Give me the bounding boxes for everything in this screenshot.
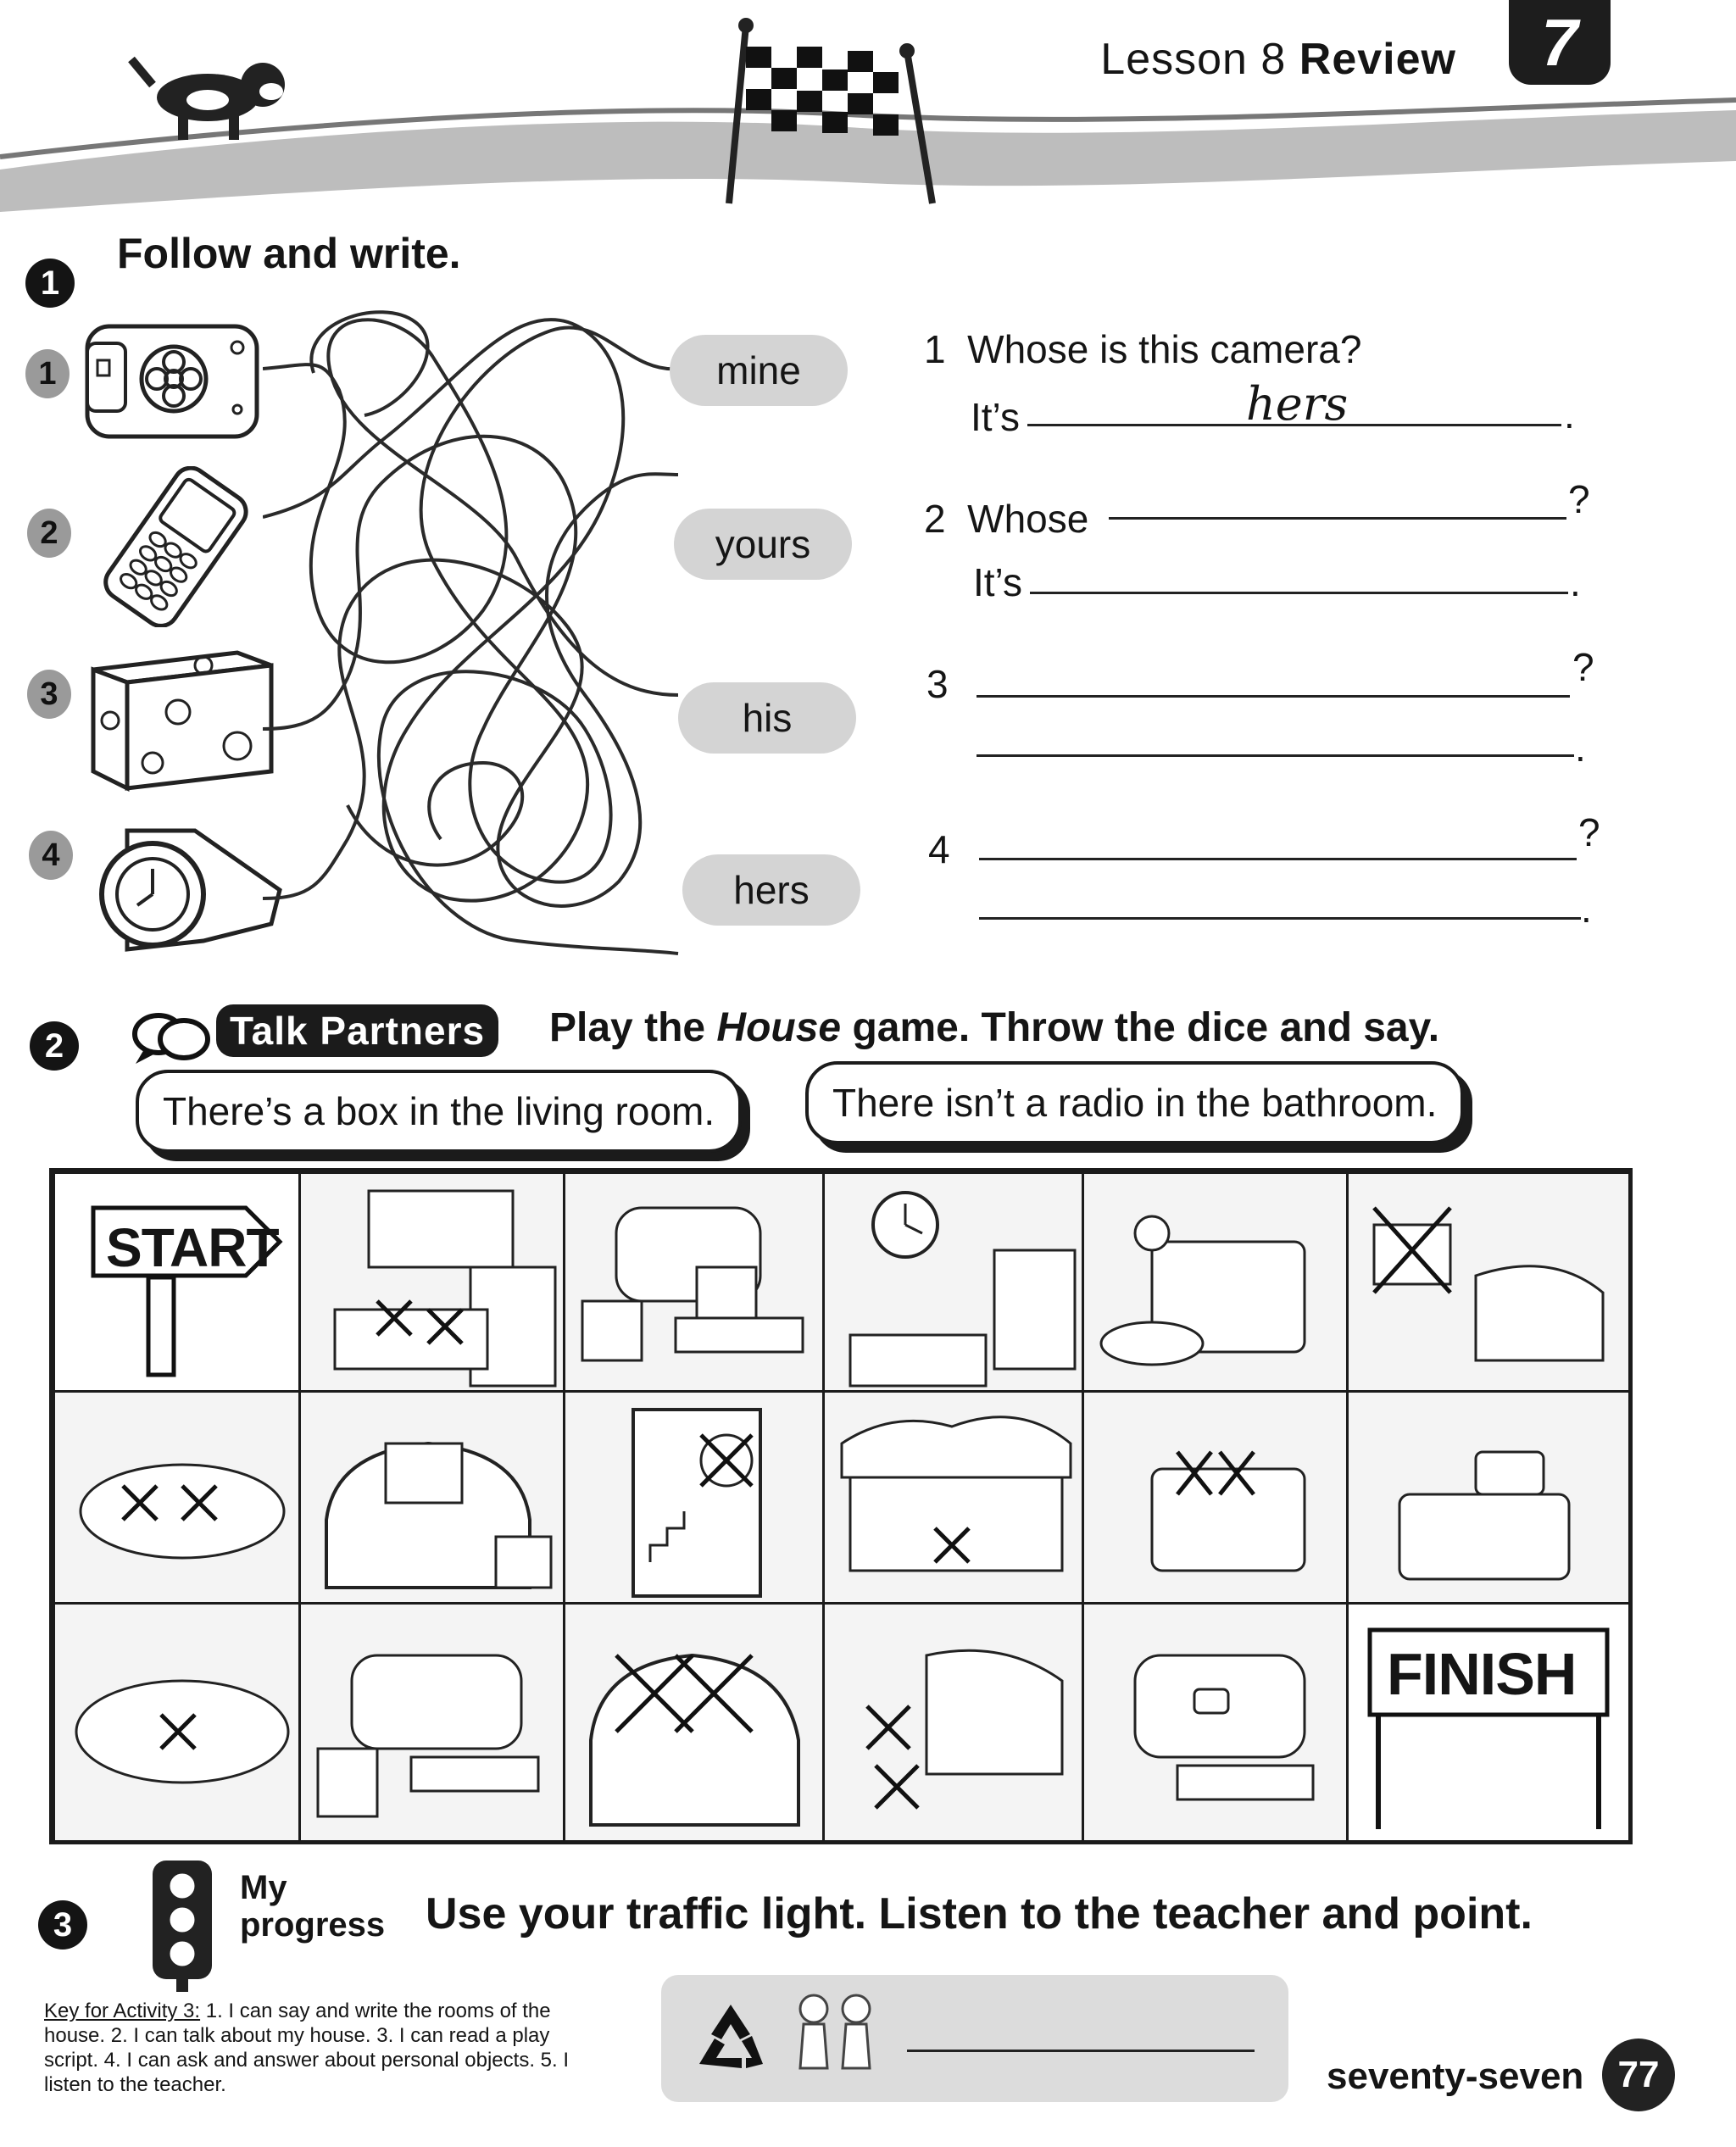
answer-1-handwriting: hers: [1246, 377, 1349, 431]
item-3-number: 3: [27, 670, 71, 719]
board-cell-living-room-1[interactable]: [563, 1171, 827, 1395]
instruction-house: House: [716, 1005, 842, 1050]
section-1-title: Follow and write.: [117, 230, 461, 277]
word-hers: hers: [682, 854, 860, 926]
board-cell-living-room-2[interactable]: [298, 1602, 568, 1843]
page-number-badge: 77: [1602, 2039, 1675, 2111]
item-1-number: 1: [25, 349, 70, 398]
page-number-word: seventy-seven: [1327, 2055, 1584, 2097]
living-room-camera-scene-icon: [1084, 1605, 1349, 1840]
question-1-number: 1: [924, 327, 946, 371]
answer-4-end: .: [1581, 887, 1592, 931]
question-4-number: 4: [928, 827, 950, 871]
answer-1-prefix: It’s: [971, 395, 1020, 439]
car-crossed-scene-icon: [565, 1605, 825, 1840]
my-progress-line2: progress: [240, 1906, 386, 1944]
key-title: Key for Activity 3:: [44, 2000, 201, 2022]
kitchen-clock-scene-icon: [825, 1174, 1084, 1393]
lesson-title: [1100, 34, 1456, 85]
question-1-text: Whose is this camera?: [967, 327, 1362, 371]
mobile-phone-icon: [85, 466, 267, 627]
answer-1-end: .: [1564, 392, 1575, 437]
board-cell-kitchen-1[interactable]: [298, 1171, 568, 1395]
question-2-number: 2: [924, 497, 946, 541]
board-cell-finish[interactable]: [1346, 1602, 1631, 1843]
board-cell-kitchen-2[interactable]: [822, 1171, 1087, 1395]
question-4-line[interactable]: [979, 858, 1577, 860]
wristwatch-icon: [85, 814, 288, 966]
bedroom-crossed-scene-icon: [1084, 1393, 1349, 1605]
question-2-line[interactable]: [1109, 517, 1566, 520]
bedroom-radio-scene-icon: [1349, 1393, 1628, 1605]
word-mine: mine: [670, 335, 848, 406]
question-2-end: ?: [1568, 477, 1590, 521]
start-label: START: [106, 1217, 279, 1278]
talk-partners-logo: Talk Partners: [216, 1004, 498, 1057]
section-2-badge: 2: [30, 1021, 79, 1071]
board-cell-dining-room-2[interactable]: [53, 1602, 303, 1843]
question-3-line[interactable]: [976, 695, 1570, 698]
lesson-review: Review: [1299, 35, 1456, 84]
living-room-scene-icon: [565, 1174, 825, 1393]
word-his: his: [678, 682, 856, 754]
bathroom-crossed-scene-icon: [825, 1605, 1084, 1840]
children-recycling-icon: [780, 1983, 890, 2094]
answer-2-end: .: [1570, 560, 1581, 604]
answer-2-prefix: It’s: [973, 560, 1022, 604]
question-2-text: Whose: [967, 497, 1089, 541]
board-cell-start[interactable]: [53, 1171, 303, 1395]
instruction-pre: Play the: [549, 1005, 706, 1050]
garden-scene-icon: [825, 1393, 1084, 1605]
section-1-badge: 1: [25, 259, 75, 308]
board-cell-hall[interactable]: [563, 1390, 827, 1607]
board-cell-bedroom-3[interactable]: [1346, 1390, 1631, 1607]
board-cell-living-room-3[interactable]: [1082, 1602, 1351, 1843]
speech-bubbles-icon: [131, 1009, 212, 1068]
traffic-light-icon: [144, 1856, 220, 1992]
unit-number-tab: 7: [1509, 0, 1611, 85]
section-2-instruction: [549, 1004, 1439, 1051]
answer-2-line[interactable]: [1030, 592, 1568, 594]
board-cell-bathroom-2[interactable]: [822, 1602, 1087, 1843]
bedroom-scene-icon: [1084, 1174, 1349, 1393]
living-room-sofa-scene-icon: [301, 1605, 565, 1840]
camera-icon: [81, 309, 263, 449]
lesson-prefix: Lesson 8: [1100, 35, 1287, 84]
bathroom-scene-icon: [1349, 1174, 1628, 1393]
board-cell-bedroom-2[interactable]: [1082, 1390, 1351, 1607]
gift-box-icon: [85, 644, 280, 797]
dining-room-crossed-scene-icon: [55, 1605, 301, 1840]
instruction-post: game. Throw the dice and say.: [852, 1005, 1440, 1050]
answer-4-line[interactable]: [979, 917, 1581, 920]
checkered-flag-icon: [721, 17, 949, 208]
dog-icon: [127, 51, 297, 144]
dining-room-scene-icon: [55, 1393, 301, 1605]
word-yours: yours: [674, 509, 852, 580]
key-text: 1. I can say and write the rooms of the house. 2. I can talk about my house. 3. I can read a play script. 4. I can ask and answer about personal objects. 5. I listen to the teacher.: [44, 2000, 570, 2096]
board-cell-garage-1[interactable]: [298, 1390, 568, 1607]
recycle-answer-line[interactable]: [907, 2050, 1255, 2052]
item-2-number: 2: [27, 509, 71, 558]
recycle-icon: [691, 2000, 771, 2072]
item-4-number: 4: [29, 831, 73, 880]
my-progress-line1: My: [240, 1869, 287, 1906]
answer-3-end: .: [1575, 726, 1586, 770]
board-cell-dining-room-1[interactable]: [53, 1390, 303, 1607]
question-2: [924, 496, 1088, 542]
maze-lines: [263, 288, 687, 958]
hall-stairs-scene-icon: [565, 1393, 825, 1605]
board-cell-bedroom-1[interactable]: [1082, 1171, 1351, 1395]
activity-key: [44, 1999, 587, 2097]
section-3-badge: 3: [38, 1900, 87, 1950]
speech-bubble-1: There’s a box in the living room.: [136, 1070, 742, 1153]
kitchen-scene-icon: [301, 1174, 565, 1393]
question-3-end: ?: [1572, 645, 1594, 689]
car-scene-icon: [301, 1393, 565, 1605]
section-3-instruction: Use your traffic light. Listen to the teacher and point.: [426, 1889, 1533, 1938]
board-cell-garden[interactable]: [822, 1390, 1087, 1607]
answer-3-line[interactable]: [976, 754, 1574, 757]
question-4-end: ?: [1578, 810, 1600, 854]
my-progress-label: [240, 1869, 385, 1944]
question-3-number: 3: [926, 662, 949, 706]
board-cell-garage-2[interactable]: [563, 1602, 827, 1843]
finish-label: FINISH: [1387, 1641, 1577, 1707]
board-cell-bathroom-1[interactable]: [1346, 1171, 1631, 1395]
question-1: [924, 326, 1361, 372]
speech-bubble-2: There isn’t a radio in the bathroom.: [805, 1061, 1464, 1144]
house-game-board: [49, 1168, 1633, 1844]
